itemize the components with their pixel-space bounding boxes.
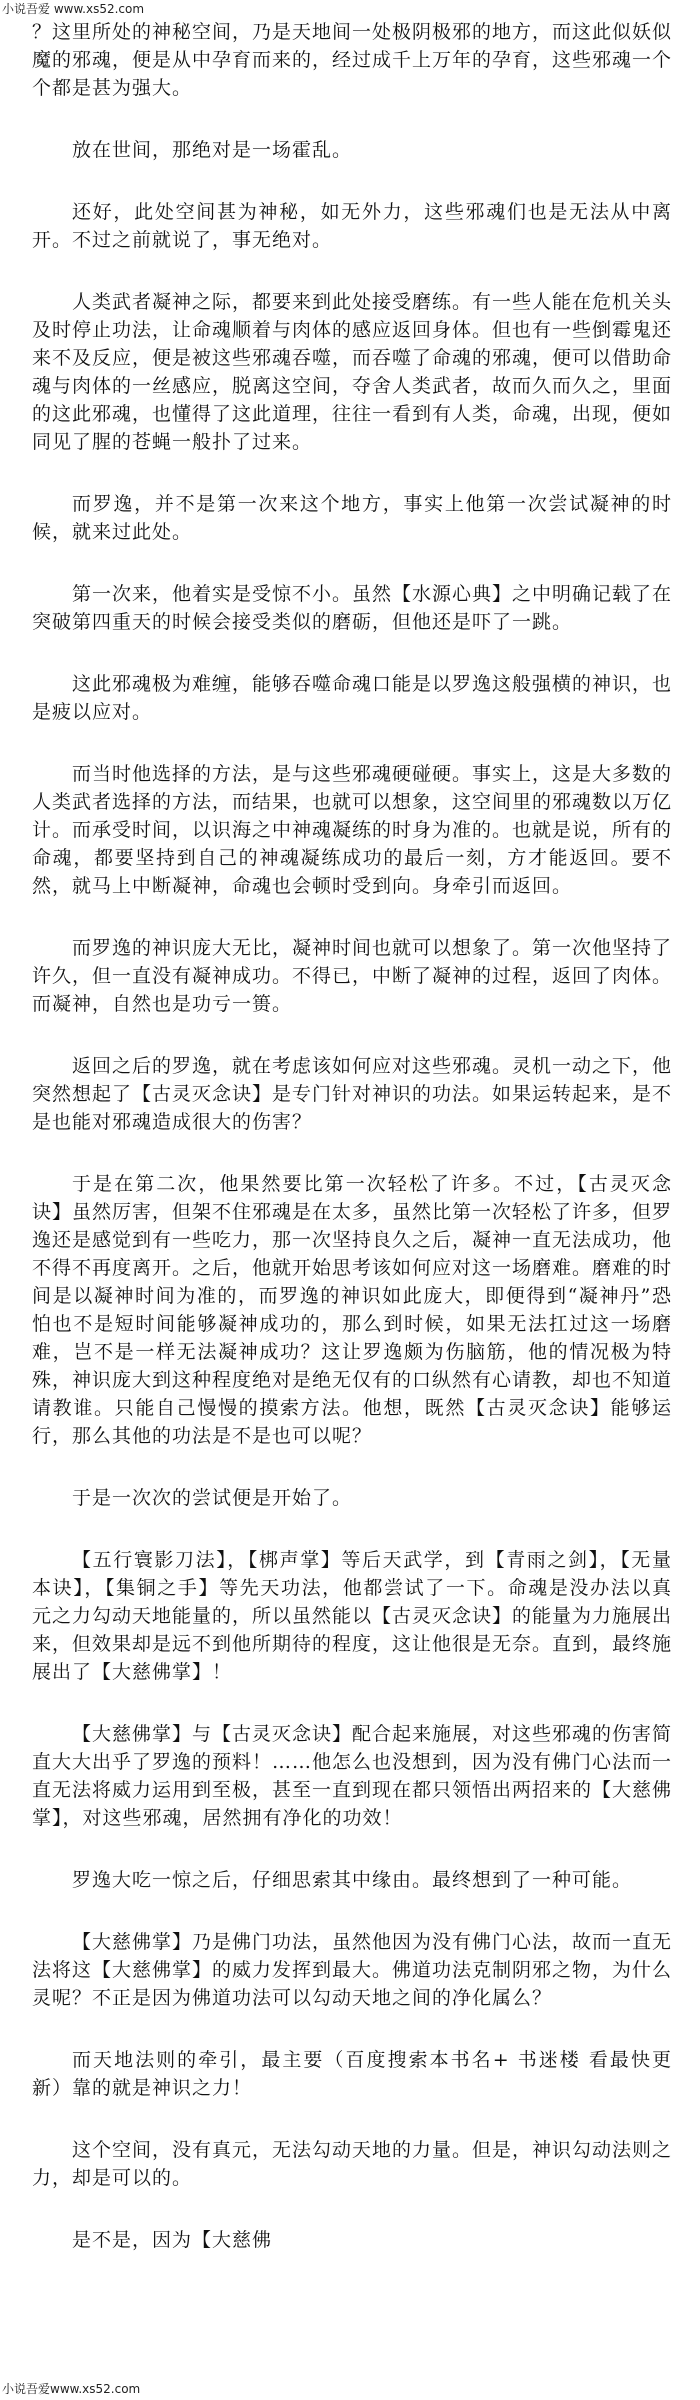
paragraph: 返回之后的罗逸，就在考虑该如何应对这些邪魂。灵机一动之下，他突然想起了【古灵灭念诀】是专门针对神识的功法。如果运转起来，是不是也能对邪魂造成很大的伤害？ <box>32 1055 673 1133</box>
paragraph: 罗逸大吃一惊之后，仔细思索其中缘由。最终想到了一种可能。 <box>72 1869 633 1891</box>
site-footer: 小说吾爱www.xs52.com <box>2 2382 141 2396</box>
paragraph: 人类武者凝神之际，都要来到此处接受磨练。有一些人能在危机关头及时停止功法，让命魂顺着与肉体的感应返回身体。但也有一些倒霉鬼还来不及反应，便是被这些邪魂吞噬，而吞噬了命魂的邪魂，便可以借助命魂与肉体的一丝感应，脱离这空间，夺舍人类武者，故而久而久之，里面的这此邪魂，也懂得了这此道理，往往一看到有人类，命魂，出现，便如同见了腥的苍蝇一般扑了过来。 <box>32 291 673 453</box>
paragraph: 而罗逸，并不是第一次来这个地方，事实上他第一次尝试凝神的时候，就来过此处。 <box>32 493 672 543</box>
paragraph: 【五行寰影刀法】，【梆声掌】等后天武学，到【青雨之剑】，【无量本诀】，【集铜之手】等先天功法，他都尝试了一下。命魂是没办法以真元之力勾动天地能量的，所以虽然能以【古灵灭念诀】的能量为力施展出来，但效果却是远不到他所期待的程度，这让他很是无奈。直到，最终施展出了【大慈佛掌】！ <box>32 1549 673 1683</box>
paragraph: 而天地法则的牵引，最主要（百度搜索本书名+ 书迷楼 看最快更新）靠的就是神识之力！ <box>32 2049 672 2099</box>
paragraph: ？这里所处的神秘空间，乃是天地间一处极阴极邪的地方，而这此似妖似魔的邪魂，便是从中孕育而来的，经过成千上万年的孕育，这些邪魂一个个都是甚为强大。 <box>32 21 673 99</box>
paragraph: 这个空间，没有真元，无法勾动天地的力量。但是，神识勾动法则之力，却是可以的。 <box>32 2139 673 2189</box>
paragraph: 【大慈佛掌】与【古灵灭念诀】配合起来施展，对这些邪魂的伤害简直大大出乎了罗逸的预料！……他怎么也没想到，因为没有佛门心法而一直无法将威力运用到至极，甚至一直到现在都只领悟出两招来的【大慈佛掌】，对这些邪魂，居然拥有净化的功效！ <box>32 1723 673 1829</box>
paragraph: 这此邪魂极为难缠，能够吞噬命魂口能是以罗逸这般强横的神识，也是疲以应对。 <box>32 673 673 723</box>
site-header: 小说吾爱 www.xs52.com <box>2 2 145 16</box>
paragraph: 于是一次次的尝试便是开始了。 <box>72 1487 353 1509</box>
paragraph: 第一次来，他着实是受惊不小。虽然【水源心典】之中明确记载了在突破第四重天的时候会接受类似的磨砺，但他还是吓了一跳。 <box>32 583 673 633</box>
paragraph: 于是在第二次，他果然要比第一次轻松了许多。不过，【古灵灭念诀】虽然厉害，但架不住邪魂是在太多，虽然比第一次轻松了许多，但罗逸还是感觉到有一些吃力，那一次坚持良久之后，凝神一直无法成功，他不得不再度离开。之后，他就开始思考该如何应对这一场磨难。磨难的时间是以凝神时间为准的，而罗逸的神识如此庞大，即便得到“凝神丹”恐怕也不是短时间能够凝神成功的，那么到时候，如果无法扛过这一场磨难，岂不是一样无法凝神成功？这让罗逸颇为伤脑筋，他的情况极为特殊，神识庞大到这种程度绝对是绝无仅有的口纵然有心请教，却也不知道请教谁。只能自己慢慢的摸索方法。他想，既然【古灵灭念诀】能够运行，那么其他的功法是不是也可以呢？ <box>32 1173 673 1447</box>
paragraph: 而当时他选择的方法，是与这些邪魂硬碰硬。事实上，这是大多数的人类武者选择的方法，而结果，也就可以想象，这空间里的邪魂数以万亿计。而承受时间，以识海之中神魂凝练的时身为准的。也就是说，所有的命魂，都要坚持到自己的神魂凝练成功的最后一刻，方才能返回。要不然，就马上中断凝神，命魂也会顿时受到向。身牵引而返回。 <box>32 763 673 897</box>
paragraph: 【大慈佛掌】乃是佛门功法，虽然他因为没有佛门心法，故而一直无法将这【大慈佛掌】的威力发挥到最大。佛道功法克制阴邪之物，为什么灵呢？不正是因为佛道功法可以勾动天地之间的净化属么？ <box>32 1931 673 2009</box>
paragraph: 是不是，因为【大慈佛 <box>72 2229 273 2251</box>
paragraph: 放在世间，那绝对是一场霍乱。 <box>72 139 353 161</box>
paragraph: 还好，此处空间甚为神秘，如无外力，这些邪魂们也是无法从中离开。不过之前就说了，事无绝对。 <box>32 201 672 251</box>
paragraph: 而罗逸的神识庞大无比，凝神时间也就可以想象了。第一次他坚持了许久，但一直没有凝神成功。不得已，中断了凝神的过程，返回了肉体。而凝神，自然也是功亏一篑。 <box>32 937 673 1015</box>
chapter-body <box>32 18 672 2288</box>
